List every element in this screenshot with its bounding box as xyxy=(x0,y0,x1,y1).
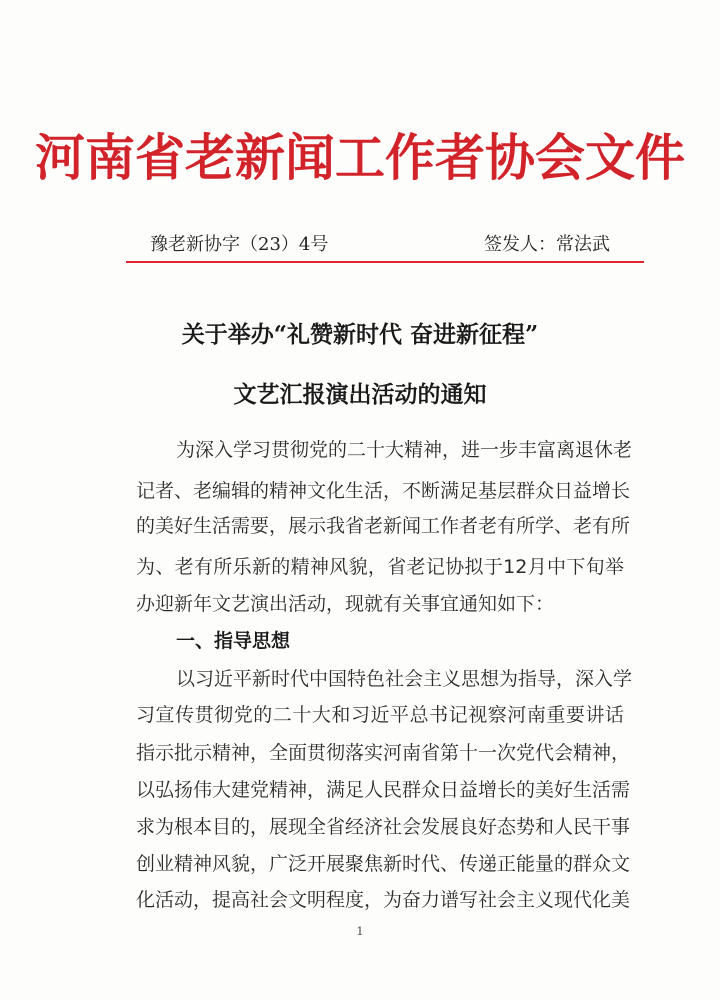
page-number: 1 xyxy=(356,925,364,938)
section-heading: 一、指导思想 xyxy=(176,630,291,652)
body-paragraph-line: 指示批示精神，全面贯彻落实河南省第十一次党代会精神， xyxy=(136,742,631,764)
document-header-title: 河南省老新闻工作者协会文件 xyxy=(35,128,685,187)
body-paragraph-line: 的美好生活需要，展示我省老新闻工作者老有所学、老有所 xyxy=(136,515,631,537)
notice-title-line-2: 文艺汇报演出活动的通知 xyxy=(233,381,487,408)
body-paragraph-line: 创业精神风貌，广泛开展聚焦新时代、传递正能量的群众文 xyxy=(136,853,631,875)
body-paragraph-line: 为、老有所乐新的精神风貌，省老记协拟于12月中下旬举 xyxy=(136,556,624,578)
body-paragraph-line: 以弘扬伟大建党精神，满足人民群众日益增长的美好生活需 xyxy=(136,779,631,801)
issuer: 签发人：常法武 xyxy=(484,234,610,255)
body-paragraph-line: 为深入学习贯彻党的二十大精神，进一步丰富离退休老 xyxy=(176,439,633,461)
body-paragraph-line: 化活动，提高社会文明程度，为奋力谱写社会主义现代化美 xyxy=(136,889,631,911)
body-paragraph-line: 办迎新年文艺演出活动，现就有关事宜通知如下： xyxy=(136,593,555,615)
document-number: 豫老新协字（23）4号 xyxy=(150,234,329,255)
body-paragraph-line: 习宣传贯彻党的二十大和习近平总书记视察河南重要讲话 xyxy=(136,704,624,726)
notice-title-line-1: 关于举办“礼赞新时代 奋进新征程” xyxy=(181,321,539,348)
red-divider-line xyxy=(126,261,644,263)
body-paragraph-line: 求为根本目的，展现全省经济社会发展良好态势和人民干事 xyxy=(136,816,631,838)
body-paragraph-line: 记者、老编辑的精神文化生活，不断满足基层群众日益增长 xyxy=(136,480,631,502)
body-paragraph-line: 以习近平新时代中国特色社会主义思想为指导，深入学 xyxy=(176,668,633,690)
